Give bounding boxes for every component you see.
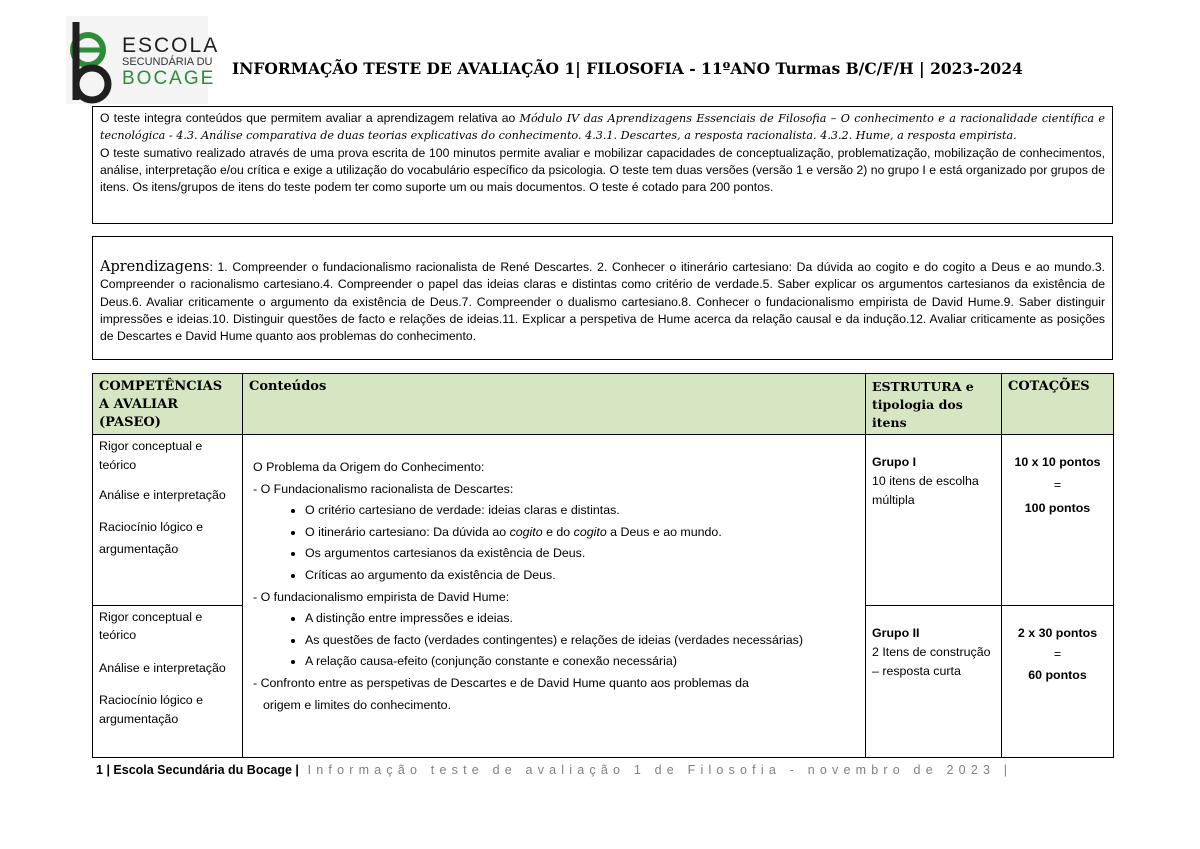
competency-reasoning: Raciocínio lógico e argumentação xyxy=(99,520,204,556)
content-section-confronto-cont: origem e limites do conhecimento. xyxy=(263,697,452,712)
learning-box xyxy=(92,236,1113,360)
competency-reasoning: Raciocínio lógico e argumentação xyxy=(99,693,204,726)
competencies-cell-1 xyxy=(93,435,243,606)
structure-cell-1 xyxy=(866,435,1002,606)
list-item-text: O itinerário cartesiano: Da dúvida ao xyxy=(305,524,510,539)
page-footer xyxy=(96,763,1012,777)
intro-text-start: O teste integra conteúdos que permitem avaliar a aprendizagem relativa ao xyxy=(100,111,520,125)
content-section-confronto: - Confronto entre as perspetivas de Descartes e de David Hume quanto aos problemas da xyxy=(253,675,749,690)
list-item-text: e do xyxy=(542,524,574,539)
list-item-text: a Deus e ao mundo. xyxy=(606,524,722,539)
content-title: O Problema da Origem do Conhecimento: xyxy=(253,460,485,474)
footer-school: | Escola Secundária du Bocage | xyxy=(106,763,299,777)
assessment-table xyxy=(92,373,1114,758)
list-item: • Críticas ao argumento da existência de Deus. xyxy=(305,565,857,587)
competency-analysis: Análise e interpretação xyxy=(99,661,226,675)
table-header-row xyxy=(93,374,1114,435)
group-2-title: Grupo II xyxy=(872,626,920,640)
competency-rigor: Rigor conceptual e teórico xyxy=(99,610,203,642)
contents-cell xyxy=(243,435,866,758)
table-row xyxy=(93,435,1114,606)
list-item: • O critério cartesiano de verdade: ideias claras e distintas. xyxy=(305,500,857,522)
document-title: INFORMAÇÃO TESTE DE AVALIAÇÃO 1| FILOSOFIA - 11ºANO Turmas B/C/F/H | 2023-2024 xyxy=(232,59,1023,78)
score-2-equals: = xyxy=(1053,647,1062,661)
intro-box xyxy=(92,106,1113,224)
learning-text: : 1. Compreender o fundacionalismo racionalista de René Descartes. 2. Conhecer o itinerário cartesiano: Da dúvida ao cogito e do cogito a Deus e ao mundo.3. Compreender o racionalismo cartesiano.4. Compreender o papel das ideias claras e distintas como critério de verdade.5. Saber explicar os argumentos cartesianos da existência de Deus.6. Avaliar criticamente o argumento da existência de Deus.7. Compreender o dualismo cartesiano.8. Conhecer o fundacionalismo empirista de David Hume.9. Saber distinguir impressões e ideias.10. Distinguir questões de facto e relações de ideias.11. Explicar a perspetiva de Hume acerca da relação causal e da indução.12. Avaliar criticamente as posições de Descartes e David Hume quanto aos problemas do conhecimento. xyxy=(100,260,1105,344)
content-section-descartes: - O Fundacionalismo racionalista de Descartes: xyxy=(253,481,514,496)
score-2-formula: 2 x 30 pontos xyxy=(1017,626,1098,640)
group-2-description: 2 Itens de construção – resposta curta xyxy=(872,645,991,678)
logo-line-1: ESCOLA xyxy=(122,34,220,57)
score-2-total: 60 pontos xyxy=(1028,668,1087,682)
score-cell-2 xyxy=(1002,606,1114,758)
structure-cell-2 xyxy=(866,606,1002,758)
list-item xyxy=(305,522,857,544)
intro-module-italic: Módulo IV das Aprendizagens Essenciais de Filosofia – O conhecimento e a racionalidade científica e tecnológica - 4.3. Análise comparativa de duas teorias explicativas do conhecimento. 4.3.1. Descartes, a resposta racionalista. 4.3.2. Hume, a resposta empirista. xyxy=(100,112,1105,143)
list-item: • As questões de facto (verdades contingentes) e relações de ideias (verdades necessárias) xyxy=(305,630,857,652)
list-item: • A relação causa-efeito (conjunção constante e conexão necessária) xyxy=(305,651,857,673)
score-1-formula: 10 x 10 pontos xyxy=(1014,455,1101,469)
group-1-description: 10 itens de escolha múltipla xyxy=(872,474,979,507)
score-1-equals: = xyxy=(1053,478,1062,492)
logo-line-2: SECUNDÁRIA DU xyxy=(122,56,213,68)
competency-rigor: Rigor conceptual e teórico xyxy=(99,439,203,472)
learning-heading: Aprendizagens xyxy=(100,259,210,275)
header-estrutura: ESTRUTURA e tipologia dos itens xyxy=(866,374,1002,435)
list-item-italic: cogito xyxy=(509,524,543,539)
logo-line-3: BOCAGE xyxy=(122,68,216,89)
score-cell-1 xyxy=(1002,435,1114,606)
page-number: 1 xyxy=(96,763,103,777)
competencies-cell-2 xyxy=(93,606,243,758)
list-item: • A distinção entre impressões e ideias. xyxy=(305,608,857,630)
header-cotacoes: COTAÇÕES xyxy=(1002,374,1114,435)
list-item-italic: cogito xyxy=(573,524,607,539)
footer-description: Informação teste de avaliação 1 de Filosofia - novembro de 2023 | xyxy=(298,763,1013,777)
score-1-total: 100 pontos xyxy=(1024,501,1091,515)
header-competencias: COMPETÊNCIAS A AVALIAR (PASEO) xyxy=(93,374,243,435)
descartes-list xyxy=(253,500,857,586)
intro-test-description: O teste sumativo realizado através de uma prova escrita de 100 minutos permite avaliar e mobilizar capacidades de conceptualização, problematização, mobilização de conhecimentos, análise, interpretação e/ou crítica e exige a utilização do vocabulário específico da psicologia. O teste tem duas versões (versão 1 e versão 2) no grupo I e está organizado por grupos de itens. Os itens/grupos de itens do teste podem ter como suporte um ou mais documentos. O teste é cotado para 200 pontos. xyxy=(100,145,1105,195)
group-1-title: Grupo I xyxy=(872,455,917,469)
content-section-hume: - O fundacionalismo empirista de David Hume: xyxy=(253,589,510,604)
competency-analysis: Análise e interpretação xyxy=(99,488,226,502)
hume-list xyxy=(253,608,857,673)
header-conteudos: Conteúdos xyxy=(243,374,866,435)
list-item: • Os argumentos cartesianos da existência de Deus. xyxy=(305,543,857,565)
